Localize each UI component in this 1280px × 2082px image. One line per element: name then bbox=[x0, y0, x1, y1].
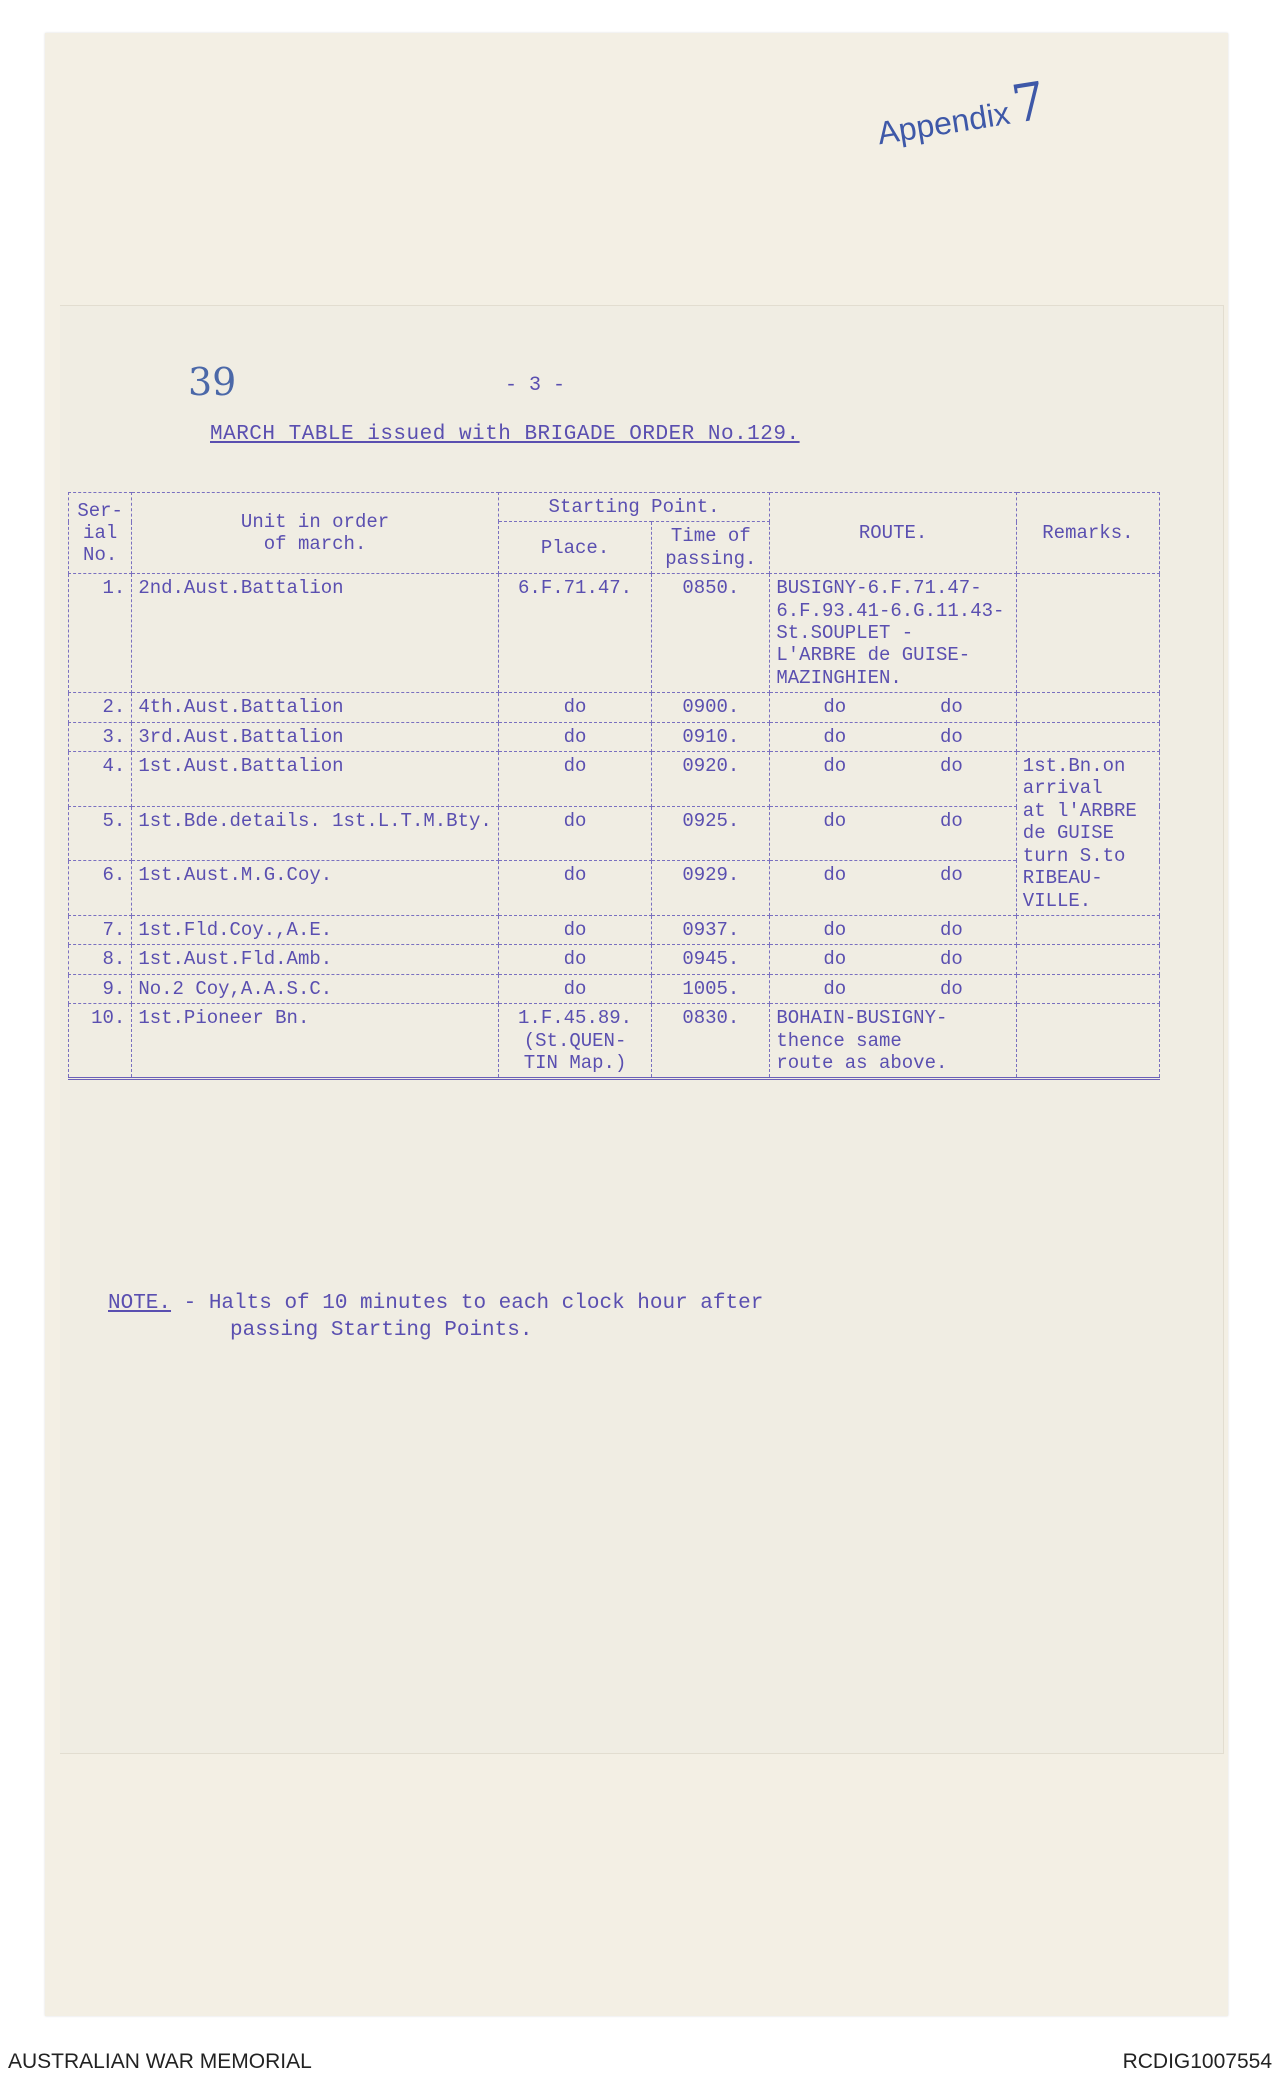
note-label: NOTE. bbox=[108, 1292, 172, 1315]
note-line-1: - Halts of 10 minutes to each clock hour after bbox=[183, 1292, 764, 1315]
time-cell: 0910. bbox=[652, 722, 770, 751]
unit-cell: 1st.Pioneer Bn. bbox=[132, 1004, 498, 1079]
table-row bbox=[69, 806, 1160, 861]
header-time: Time of passing. bbox=[652, 522, 770, 574]
footer-archive-name: AUSTRALIAN WAR MEMORIAL bbox=[8, 2050, 312, 2073]
table-row bbox=[69, 722, 1160, 751]
route-ditto: do bbox=[823, 864, 847, 887]
route-cell bbox=[770, 945, 1016, 974]
note bbox=[108, 1290, 763, 1345]
note-line-2: passing Starting Points. bbox=[230, 1319, 533, 1343]
unit-cell: 4th.Aust.Battalion bbox=[132, 693, 498, 722]
table-row bbox=[69, 693, 1160, 722]
route-ditto: do bbox=[940, 725, 963, 748]
place-cell: do bbox=[498, 915, 652, 944]
unit-cell: 3rd.Aust.Battalion bbox=[132, 722, 498, 751]
remarks-cell bbox=[1016, 915, 1159, 944]
serial-cell: 7. bbox=[69, 915, 132, 944]
time-cell: 0830. bbox=[652, 1004, 770, 1079]
header-remarks: Remarks. bbox=[1016, 493, 1159, 574]
unit-cell: 1st.Bde.details. 1st.L.T.M.Bty. bbox=[132, 806, 498, 861]
route-cell bbox=[770, 915, 1016, 944]
table-row bbox=[69, 752, 1160, 807]
time-cell: 0900. bbox=[652, 693, 770, 722]
route-cell bbox=[770, 722, 1016, 751]
march-table bbox=[68, 492, 1160, 1080]
route-cell: BOHAIN-BUSIGNY- thence same route as above. bbox=[770, 1004, 1016, 1079]
table-row bbox=[69, 1004, 1160, 1079]
serial-cell: 5. bbox=[69, 806, 132, 861]
place-cell: do bbox=[498, 861, 652, 916]
place-cell: do bbox=[498, 752, 652, 807]
table-row bbox=[69, 574, 1160, 693]
folio-number: 39 bbox=[188, 360, 237, 404]
header-starting-point: Starting Point. bbox=[498, 493, 770, 522]
document-title: MARCH TABLE issued with BRIGADE ORDER No.129. bbox=[210, 423, 800, 446]
header-route: ROUTE. bbox=[770, 493, 1016, 574]
serial-cell: 9. bbox=[69, 974, 132, 1003]
header-place: Place. bbox=[498, 522, 652, 574]
unit-cell: 1st.Aust.Battalion bbox=[132, 752, 498, 807]
place-cell: 1.F.45.89. (St.QUEN- TIN Map.) bbox=[498, 1004, 652, 1079]
unit-cell: 2nd.Aust.Battalion bbox=[132, 574, 498, 693]
unit-cell: 1st.Aust.M.G.Coy. bbox=[132, 861, 498, 916]
place-cell: do bbox=[498, 722, 652, 751]
footer-record-id: RCDIG1007554 bbox=[1122, 2050, 1272, 2073]
table-row bbox=[69, 861, 1160, 916]
route-cell bbox=[770, 974, 1016, 1003]
route-ditto: do bbox=[940, 977, 963, 1000]
route-cell: BUSIGNY-6.F.71.47- 6.F.93.41-6.G.11.43- St.SOUPLET - L'ARBRE de GUISE- MAZINGHIEN. bbox=[770, 574, 1016, 693]
serial-cell: 3. bbox=[69, 722, 132, 751]
appendix-label: Appendix bbox=[874, 94, 1013, 152]
serial-cell: 8. bbox=[69, 945, 132, 974]
remarks-cell bbox=[1016, 1004, 1159, 1079]
time-cell: 0929. bbox=[652, 861, 770, 916]
appendix-number: 7 bbox=[1007, 71, 1050, 136]
serial-cell: 4. bbox=[69, 752, 132, 807]
time-cell: 0945. bbox=[652, 945, 770, 974]
unit-cell: 1st.Aust.Fld.Amb. bbox=[132, 945, 498, 974]
place-cell: do bbox=[498, 806, 652, 861]
route-ditto: do bbox=[940, 918, 963, 941]
place-cell: do bbox=[498, 974, 652, 1003]
remarks-cell bbox=[1016, 945, 1159, 974]
route-cell bbox=[770, 806, 1016, 861]
route-ditto: do bbox=[823, 948, 847, 971]
route-ditto: do bbox=[823, 918, 847, 941]
route-cell bbox=[770, 861, 1016, 916]
table-row bbox=[69, 974, 1160, 1003]
header-unit: Unit in order of march. bbox=[132, 493, 498, 574]
time-cell: 0937. bbox=[652, 915, 770, 944]
remarks-cell bbox=[1016, 722, 1159, 751]
remarks-cell bbox=[1016, 693, 1159, 722]
time-cell: 0920. bbox=[652, 752, 770, 807]
route-ditto: do bbox=[940, 864, 963, 887]
route-ditto: do bbox=[823, 755, 847, 778]
serial-cell: 1. bbox=[69, 574, 132, 693]
route-ditto: do bbox=[940, 696, 963, 719]
serial-cell: 2. bbox=[69, 693, 132, 722]
route-cell bbox=[770, 752, 1016, 807]
page-number: - 3 - bbox=[505, 374, 566, 397]
time-cell: 0850. bbox=[652, 574, 770, 693]
remarks-cell bbox=[1016, 574, 1159, 693]
unit-cell: No.2 Coy,A.A.S.C. bbox=[132, 974, 498, 1003]
route-ditto: do bbox=[940, 809, 963, 832]
place-cell: do bbox=[498, 693, 652, 722]
route-ditto: do bbox=[940, 755, 963, 778]
place-cell: 6.F.71.47. bbox=[498, 574, 652, 693]
table-row bbox=[69, 945, 1160, 974]
route-cell bbox=[770, 693, 1016, 722]
serial-cell: 6. bbox=[69, 861, 132, 916]
route-ditto: do bbox=[823, 725, 847, 748]
remarks-cell bbox=[1016, 974, 1159, 1003]
table-row bbox=[69, 915, 1160, 944]
time-cell: 1005. bbox=[652, 974, 770, 1003]
header-serial: Ser- ial No. bbox=[69, 493, 132, 574]
remarks-note: 1st.Bn.on arrival at l'ARBRE de GUISE turn S.to RIBEAU- VILLE. bbox=[1016, 752, 1159, 916]
route-ditto: do bbox=[823, 809, 847, 832]
unit-cell: 1st.Fld.Coy.,A.E. bbox=[132, 915, 498, 944]
route-ditto: do bbox=[823, 696, 847, 719]
route-ditto: do bbox=[940, 948, 963, 971]
route-ditto: do bbox=[823, 977, 847, 1000]
serial-cell: 10. bbox=[69, 1004, 132, 1079]
header-row bbox=[69, 493, 1160, 522]
time-cell: 0925. bbox=[652, 806, 770, 861]
place-cell: do bbox=[498, 945, 652, 974]
